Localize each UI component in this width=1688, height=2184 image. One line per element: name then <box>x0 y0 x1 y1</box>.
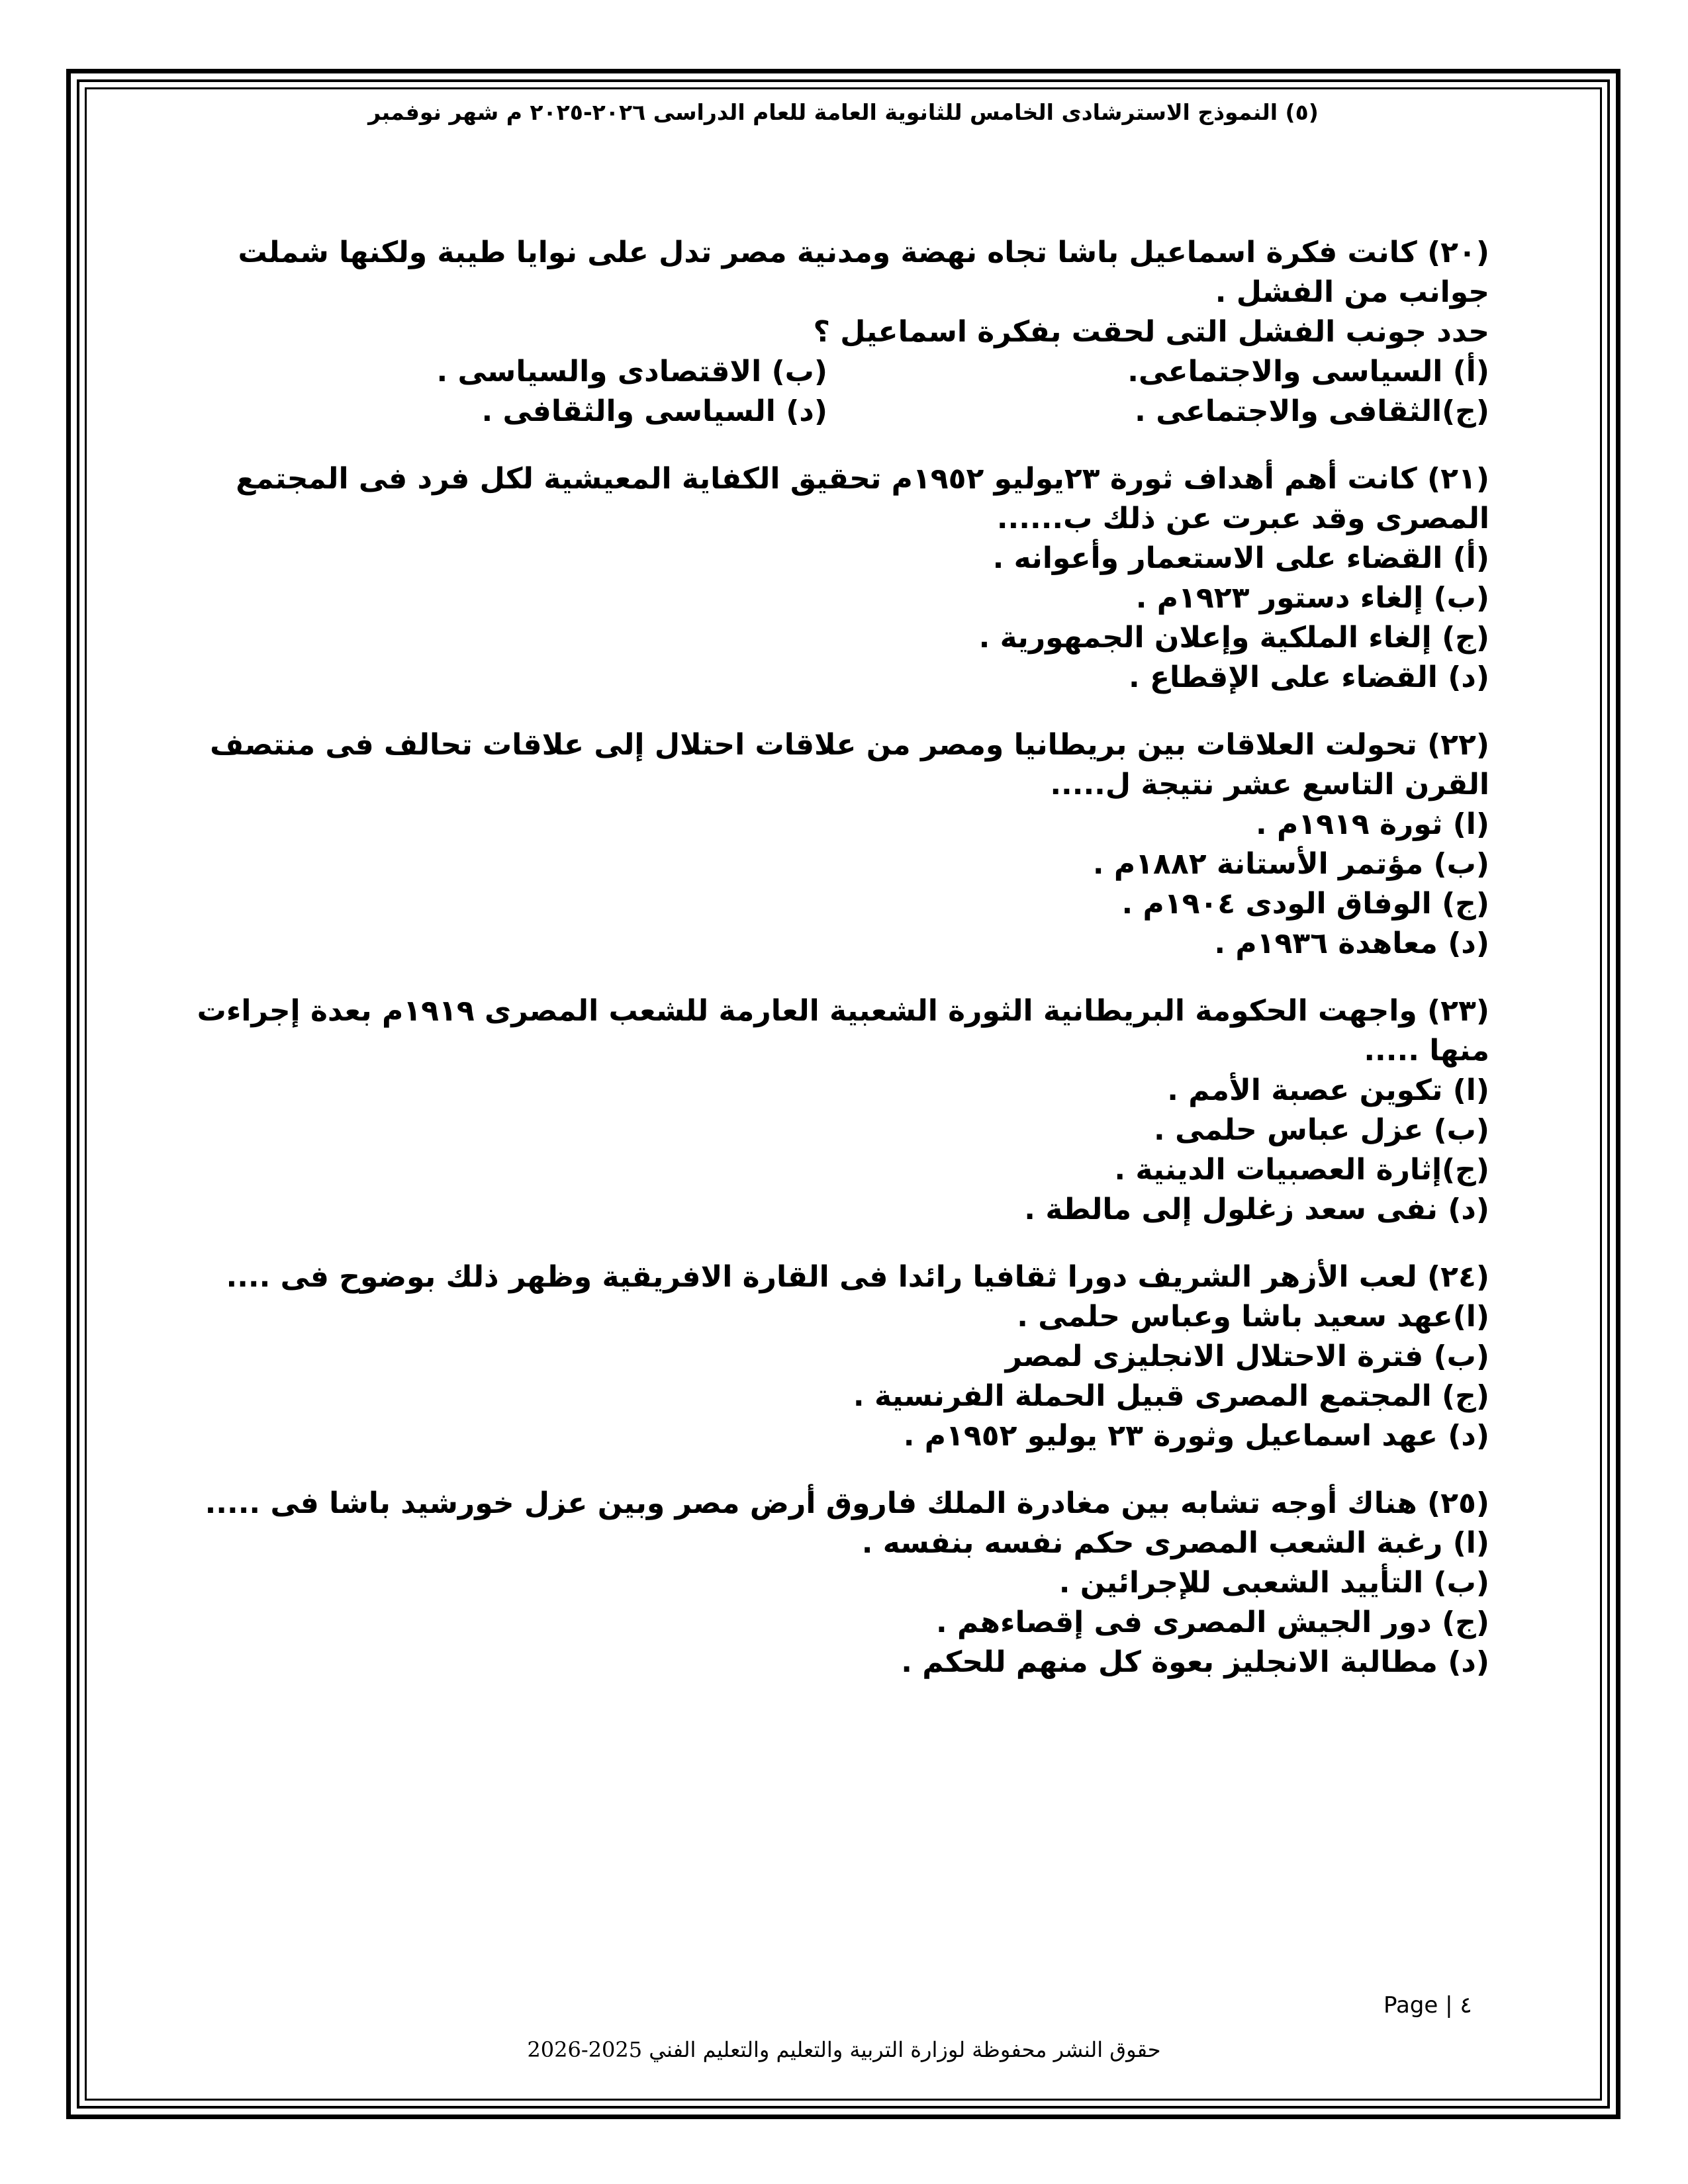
choice-d: (د) عهد اسماعيل وثورة ٢٣ يوليو ١٩٥٢م . <box>903 1419 1489 1453</box>
choices-grid <box>192 352 1489 432</box>
choice-d: (د) نفى سعد زغلول إلى مالطة . <box>1024 1193 1489 1226</box>
question-text: (٢١) كانت أهم أهداف ثورة ٢٣يوليو ١٩٥٢م تحقيق الكفاية المعيشية لكل فرد فى المجتمع المصرى وقد عبرت عن ذلك ب...... <box>236 462 1489 535</box>
choice-a: (ا) تكوين عصبة الأمم . <box>1167 1073 1489 1107</box>
choice-c: (ج)الثقافى والاجتماعى . <box>1135 394 1489 428</box>
question-20 <box>192 233 1489 432</box>
question-subtext: حدد جونب الفشل التى لحقت بفكرة اسماعيل ؟ <box>813 315 1489 349</box>
choice-b: (ب) فترة الاحتلال الانجليزى لمصر <box>1005 1340 1489 1373</box>
choice-a: (أ) القضاء على الاستعمار وأعوانه . <box>992 541 1489 575</box>
choice-b: (ب) مؤتمر الأستانة ١٨٨٢م . <box>1092 847 1489 881</box>
question-23 <box>192 991 1489 1230</box>
choice-d: (د) القضاء على الإقطاع . <box>1128 660 1489 694</box>
choice-c: (ج) الوفاق الودى ١٩٠٤م . <box>1121 887 1489 921</box>
choice-c: (ج) المجتمع المصرى قبيل الحملة الفرنسية . <box>853 1379 1489 1413</box>
choice-d: (د) معاهدة ١٩٣٦م . <box>1214 927 1489 960</box>
questions-area <box>192 233 1489 1710</box>
page-number: Page | ٤ <box>1383 1992 1472 2019</box>
question-25 <box>192 1484 1489 1682</box>
question-22 <box>192 725 1489 964</box>
question-text: (٢٠) كانت فكرة اسماعيل باشا تجاه نهضة ومدنية مصر تدل على نوايا طيبة ولكنها شملت جوانب من الفشل . <box>238 236 1489 309</box>
choice-c: (ج)إثارة العصبيات الدينية . <box>1114 1153 1489 1187</box>
question-24 <box>192 1257 1489 1456</box>
choice-d: (د) السياسى والثقافى . <box>481 394 827 428</box>
copyright-footer: حقوق النشر محفوظة لوزارة التربية والتعليم والتعليم الفني 2025-2026 <box>527 2037 1161 2062</box>
exam-header: (٥) النموذج الاسترشادى الخامس للثانوية العامة للعام الدراسى ٢٠٢٦-٢٠٢٥ م شهر نوفمبر <box>368 99 1319 125</box>
question-21 <box>192 459 1489 698</box>
question-text: (٢٣) واجهت الحكومة البريطانية الثورة الشعبية العارمة للشعب المصرى ١٩١٩م بعدة إجراءت منها ..... <box>197 994 1489 1068</box>
choice-d: (د) مطالبة الانجليز بعوة كل منهم للحكم . <box>901 1645 1489 1679</box>
choice-b: (ب) إلغاء دستور ١٩٢٣م . <box>1135 581 1489 615</box>
choice-b: (ب) عزل عباس حلمى . <box>1154 1113 1489 1147</box>
choice-b: (ب) التأييد الشعبى للإجرائين . <box>1058 1566 1489 1600</box>
question-text: (٢٥) هناك أوجه تشابه بين مغادرة الملك فاروق أرض مصر وبين عزل خورشيد باشا فى ..... <box>205 1486 1489 1520</box>
choice-b: (ب) الاقتصادى والسياسى . <box>436 355 827 388</box>
choice-c: (ج) إلغاء الملكية وإعلان الجمهورية . <box>978 621 1489 655</box>
choice-a: (أ) السياسى والاجتماعى. <box>1127 355 1489 388</box>
choice-c: (ج) دور الجيش المصرى فى إقصاءهم . <box>935 1606 1489 1639</box>
choice-a: (ا)عهد سعيد باشا وعباس حلمى . <box>1017 1300 1489 1334</box>
choice-a: (ا) ثورة ١٩١٩م . <box>1255 807 1489 841</box>
choice-a: (ا) رغبة الشعب المصرى حكم نفسه بنفسه . <box>861 1526 1489 1560</box>
question-text: (٢٢) تحولت العلاقات بين بريطانيا ومصر من علاقات احتلال إلى علاقات تحالف فى منتصف القرن التاسع عشر نتيجة ل..... <box>210 728 1489 801</box>
question-text: (٢٤) لعب الأزهر الشريف دورا ثقافيا رائدا فى القارة الافريقية وظهر ذلك بوضوح فى .... <box>226 1260 1489 1294</box>
